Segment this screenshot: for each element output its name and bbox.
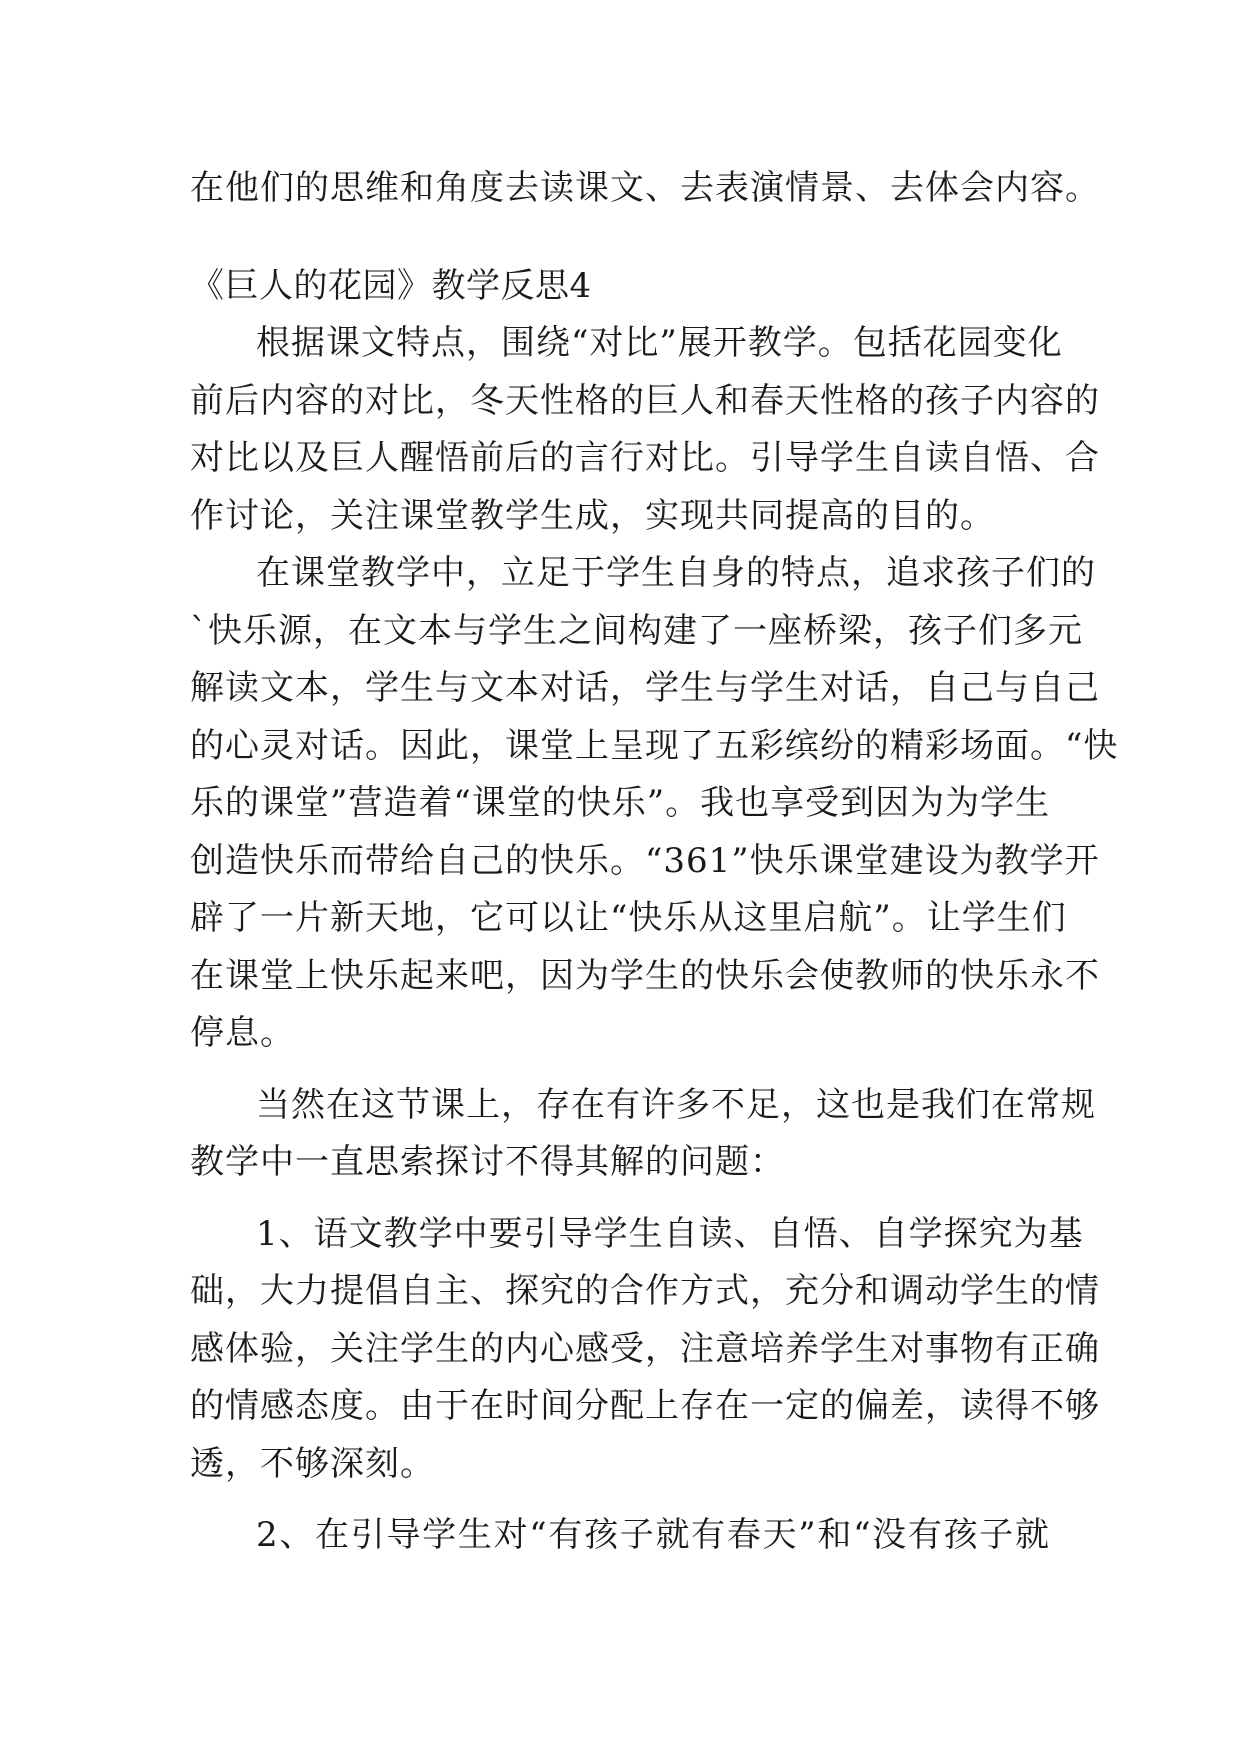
paragraph-line: 前后内容的对比，冬天性格的巨人和春天性格的孩子内容的 <box>190 380 1100 421</box>
paragraph-line: 1、语文教学中要引导学生自读、自悟、自学探究为基 <box>256 1213 1084 1254</box>
paragraph-line: 2、在引导学生对“有孩子就有春天”和“没有孩子就 <box>256 1515 1050 1555</box>
paragraph-3 <box>190 1077 1096 1192</box>
paragraph-line: 辟了一片新天地，它可以让“快乐从这里启航”。让学生们 <box>190 898 1067 938</box>
document-page <box>190 160 1119 1565</box>
paragraph-5 <box>190 1507 1050 1565</box>
paragraph-line: 根据课文特点，围绕“对比”展开教学。包括花园变化 <box>256 323 1063 363</box>
paragraph-line: 的心灵对话。因此，课堂上呈现了五彩缤纷的精彩场面。“快 <box>190 725 1119 766</box>
paragraph-line: 解读文本，学生与文本对话，学生与学生对话，自己与自己 <box>190 668 1100 708</box>
paragraph-line: `快乐源，在文本与学生之间构建了一座桥梁，孩子们多元 <box>190 610 1083 651</box>
paragraph-line: 创造快乐而带给自己的快乐。“361”快乐课堂建设为教学开 <box>190 840 1100 881</box>
paragraph-1 <box>190 315 1100 545</box>
paragraph-line: 在课堂教学中，立足于学生自身的特点，追求孩子们的 <box>256 553 1096 593</box>
paragraph-line: 当然在这节课上，存在有许多不足，这也是我们在常规 <box>256 1084 1096 1125</box>
paragraph-line: 感体验，关注学生的内心感受，注意培养学生对事物有正确 <box>190 1328 1100 1369</box>
paragraph-line: 的情感态度。由于在时间分配上存在一定的偏差，读得不够 <box>190 1386 1100 1426</box>
paragraph-line: 停息。 <box>190 1013 295 1053</box>
paragraph-line: 作讨论，关注课堂教学生成，实现共同提高的目的。 <box>190 495 995 536</box>
paragraph-line: 教学中一直思索探讨不得其解的问题： <box>190 1142 785 1182</box>
paragraph-line: 乐的课堂”营造着“课堂的快乐”。我也享受到因为为学生 <box>190 783 1051 823</box>
paragraph-line: 对比以及巨人醒悟前后的言行对比。引导学生自读自悟、合 <box>190 438 1100 478</box>
paragraph-2 <box>190 545 1119 1063</box>
paragraph-line: 础，大力提倡自主、探究的合作方式，充分和调动学生的情 <box>190 1271 1100 1311</box>
paragraph-line: 透，不够深刻。 <box>190 1443 435 1484</box>
paragraph-4 <box>190 1206 1100 1494</box>
section-heading: 《巨人的花园》教学反思4 <box>190 265 592 306</box>
paragraph-line: 在课堂上快乐起来吧，因为学生的快乐会使教师的快乐永不 <box>190 955 1100 996</box>
intro-line: 在他们的思维和角度去读课文、去表演情景、去体会内容。 <box>190 168 1100 208</box>
